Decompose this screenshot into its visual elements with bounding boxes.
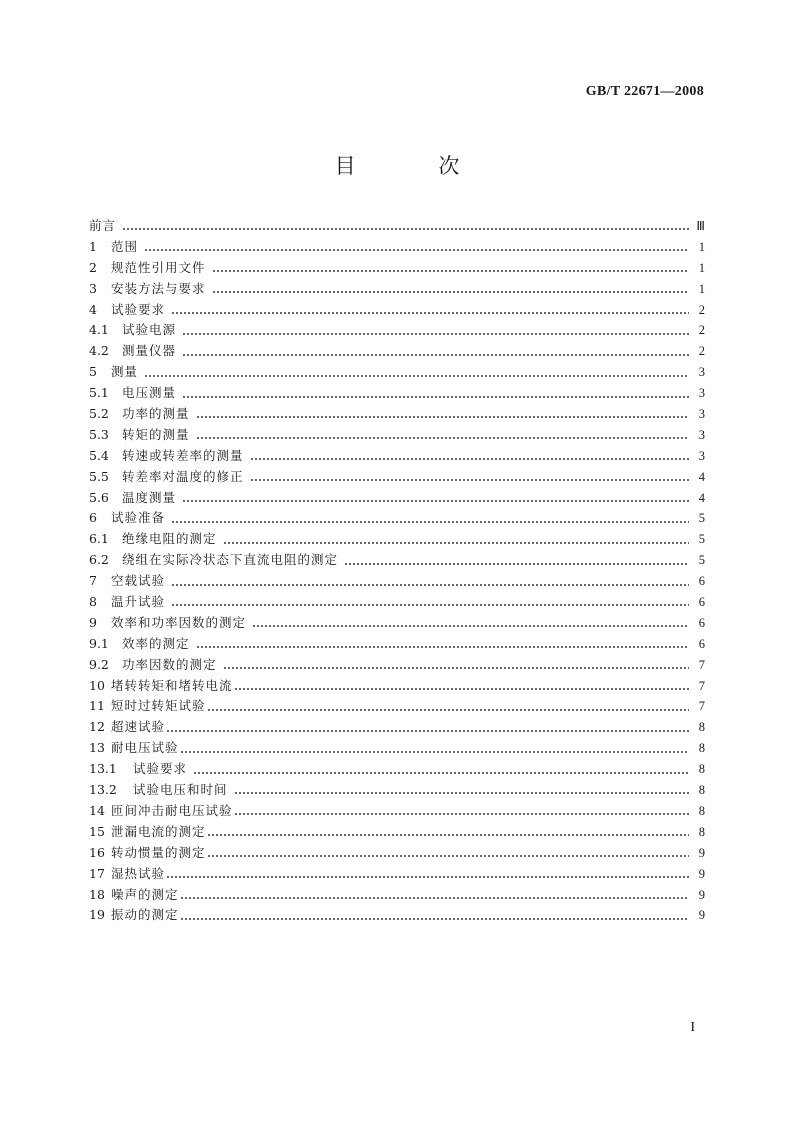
toc-entry-label: 空载试验: [111, 573, 166, 589]
toc-entry-page: 8: [698, 720, 705, 735]
toc-entry-number: 5.6: [89, 489, 109, 505]
toc-entry-label: 安装方法与要求: [111, 280, 206, 296]
toc-entry-label: 功率的测量: [122, 406, 190, 422]
toc-entry-number: 13: [89, 740, 105, 756]
toc-entry-label: 测量: [111, 364, 139, 380]
toc-entry-page: 3: [698, 427, 705, 442]
toc-entry[interactable]: [89, 550, 705, 571]
toc-entry-label: 功率因数的测定: [122, 656, 217, 672]
toc-entry-label: 转差率对温度的修正: [122, 468, 244, 484]
dot-leader: [234, 792, 689, 794]
toc-entry[interactable]: [89, 446, 705, 467]
toc-entry-label: 转动惯量的测定: [111, 844, 206, 860]
toc-entry[interactable]: [89, 696, 705, 717]
dot-leader: [144, 375, 689, 377]
toc-entry-page: 4: [698, 490, 705, 505]
toc-entry[interactable]: [89, 905, 705, 926]
toc-entry[interactable]: [89, 425, 705, 446]
toc-entry-page: 4: [698, 469, 705, 484]
toc-entry-label: 前言: [89, 218, 117, 233]
toc-entry-page: 7: [698, 657, 705, 672]
toc-entry[interactable]: [89, 383, 705, 404]
dot-leader: [250, 458, 689, 460]
toc-entry-label: 转速或转差率的测量: [122, 447, 244, 463]
toc-entry-number: 5.4: [89, 447, 109, 463]
toc-entry[interactable]: [89, 738, 705, 759]
toc-entry-number: 4.1: [89, 322, 109, 338]
toc-entry-page: 9: [698, 845, 705, 860]
toc-entry-page: 9: [698, 908, 705, 923]
toc-entry-number: 10: [89, 677, 105, 693]
dot-leader: [180, 897, 689, 899]
dot-leader: [122, 228, 689, 230]
toc-entry-number: 16: [89, 844, 105, 860]
toc-entry-label: 试验准备: [111, 510, 166, 526]
toc-entry-number: 8: [89, 594, 97, 610]
toc-entry-label: 效率和功率因数的测定: [111, 614, 247, 630]
toc-entry-label: 耐电压试验: [111, 740, 179, 756]
dot-leader: [212, 291, 689, 293]
toc-entry[interactable]: [89, 467, 705, 488]
toc-entry-number: 6: [89, 510, 97, 526]
toc-entry-number: 4: [89, 301, 97, 317]
toc-entry-page: 2: [698, 323, 705, 338]
toc-entry[interactable]: [89, 655, 705, 676]
toc-entry-label: 噪声的测定: [111, 886, 179, 902]
toc-entry-number: 5.2: [89, 406, 109, 422]
toc-entry-label: 匝间冲击耐电压试验: [111, 802, 233, 818]
dot-leader: [171, 312, 689, 314]
toc-entry-page: 6: [698, 595, 705, 610]
toc-entry-number: 3: [89, 280, 97, 296]
toc-entry-page: 3: [698, 407, 705, 422]
toc-entry-label: 超速试验: [111, 719, 166, 735]
dot-leader: [182, 354, 689, 356]
toc-entry-label: 试验要求: [111, 301, 166, 317]
toc-entry[interactable]: [89, 237, 705, 258]
toc-entry[interactable]: [89, 279, 705, 300]
dot-leader: [166, 730, 689, 732]
toc-entry-page: 8: [698, 741, 705, 756]
toc-entry-label: 测量仪器: [122, 343, 177, 359]
toc-entry[interactable]: [89, 258, 705, 279]
toc-entry-label: 试验要求: [133, 761, 188, 777]
toc-entry-page: 6: [698, 615, 705, 630]
toc-entry-number: 17: [89, 865, 105, 881]
toc-entry-number: 2: [89, 259, 97, 275]
dot-leader: [207, 709, 689, 711]
toc-entry[interactable]: [89, 216, 705, 237]
toc-entry[interactable]: [89, 843, 705, 864]
toc-entry-number: 9.1: [89, 635, 109, 651]
toc-entry-number: 5.3: [89, 426, 109, 442]
toc-entry-number: 4.2: [89, 343, 109, 359]
toc-entry-label: 堵转转矩和堵转电流: [111, 677, 233, 693]
toc-entry-number: 9.2: [89, 656, 109, 672]
toc-entry-number: 7: [89, 573, 97, 589]
toc-entry-label: 效率的测定: [122, 635, 190, 651]
toc-entry-label: 绝缘电阻的测定: [122, 531, 217, 547]
toc-entry-number: 14: [89, 802, 105, 818]
toc-entry[interactable]: [89, 571, 705, 592]
dot-leader: [344, 563, 689, 565]
toc-entry-page: 5: [698, 511, 705, 526]
standard-code: GB/T 22671—2008: [585, 84, 704, 99]
dot-leader: [223, 667, 689, 669]
toc-entry-number: 13.1: [89, 761, 117, 777]
dot-leader: [171, 604, 689, 606]
toc-entry[interactable]: [89, 341, 705, 362]
toc-entry-label: 短时过转矩试验: [111, 698, 206, 714]
toc-entry-page: 1: [698, 260, 705, 275]
page-number: I: [690, 1020, 695, 1035]
dot-leader: [250, 479, 689, 481]
toc-entry-page: 2: [698, 302, 705, 317]
toc-entry[interactable]: [89, 822, 705, 843]
dot-leader: [196, 416, 689, 418]
toc-entry-number: 11: [89, 698, 105, 714]
toc-entry-number: 6.1: [89, 531, 109, 547]
dot-leader: [182, 500, 689, 502]
toc-entry-page: 8: [698, 783, 705, 798]
dot-leader: [234, 813, 689, 815]
toc-entry[interactable]: [89, 404, 705, 425]
toc-entry-label: 范围: [111, 238, 139, 254]
toc-entry-page: 5: [698, 532, 705, 547]
toc-entry-page: Ⅲ: [696, 219, 705, 233]
toc-entry-number: 1: [89, 238, 97, 254]
toc-entry-label: 温度测量: [122, 489, 177, 505]
dot-leader: [180, 751, 689, 753]
toc-entry[interactable]: [89, 717, 705, 738]
toc-entry-page: 1: [698, 239, 705, 254]
toc-entry[interactable]: [89, 864, 705, 885]
dot-leader: [252, 625, 689, 627]
toc-entry[interactable]: [89, 320, 705, 341]
toc-entry-page: 6: [698, 636, 705, 651]
dot-leader: [212, 270, 689, 272]
toc-entry[interactable]: [89, 801, 705, 822]
toc-entry[interactable]: [89, 759, 705, 780]
toc-entry-page: 3: [698, 386, 705, 401]
toc-entry[interactable]: [89, 362, 705, 383]
toc-entry-number: 5.5: [89, 468, 109, 484]
dot-leader: [196, 646, 689, 648]
toc-entry-number: 5: [89, 364, 97, 380]
toc-entry-page: 7: [698, 699, 705, 714]
toc-entry[interactable]: [89, 885, 705, 906]
toc-entry-number: 15: [89, 823, 105, 839]
toc-entry[interactable]: [89, 613, 705, 634]
table-of-contents: [89, 216, 705, 926]
toc-entry-number: 5.1: [89, 385, 109, 401]
toc-entry[interactable]: [89, 634, 705, 655]
dot-leader: [207, 855, 689, 857]
dot-leader: [171, 584, 689, 586]
toc-entry-page: 8: [698, 824, 705, 839]
toc-entry-label: 绕组在实际冷状态下直流电阻的测定: [122, 552, 339, 568]
toc-entry-number: 13.2: [89, 782, 117, 798]
toc-entry-page: 7: [698, 678, 705, 693]
toc-entry-number: 6.2: [89, 552, 109, 568]
toc-entry-number: 12: [89, 719, 105, 735]
toc-entry-label: 转矩的测量: [122, 426, 190, 442]
toc-entry-page: 3: [698, 365, 705, 380]
toc-entry[interactable]: [89, 508, 705, 529]
toc-entry-page: 3: [698, 448, 705, 463]
toc-entry-label: 湿热试验: [111, 865, 166, 881]
toc-entry[interactable]: [89, 676, 705, 697]
toc-entry-page: 9: [698, 866, 705, 881]
toc-entry-page: 9: [698, 887, 705, 902]
toc-entry-label: 电压测量: [122, 385, 177, 401]
toc-entry-label: 试验电压和时间: [133, 782, 228, 798]
toc-entry-number: 19: [89, 907, 105, 923]
dot-leader: [234, 688, 689, 690]
dot-leader: [166, 876, 689, 878]
dot-leader: [171, 521, 689, 523]
dot-leader: [223, 542, 689, 544]
toc-entry-label: 泄漏电流的测定: [111, 823, 206, 839]
toc-entry-number: 18: [89, 886, 105, 902]
dot-leader: [207, 834, 689, 836]
toc-entry-label: 试验电源: [122, 322, 177, 338]
toc-entry-page: 8: [698, 762, 705, 777]
dot-leader: [182, 396, 689, 398]
toc-entry-page: 2: [698, 344, 705, 359]
dot-leader: [180, 918, 689, 920]
toc-entry-page: 1: [698, 281, 705, 296]
toc-entry[interactable]: [89, 529, 705, 550]
dot-leader: [193, 772, 689, 774]
dot-leader: [144, 249, 689, 251]
toc-entry[interactable]: [89, 488, 705, 509]
dot-leader: [182, 333, 689, 335]
toc-entry[interactable]: [89, 780, 705, 801]
toc-entry-number: 9: [89, 614, 97, 630]
toc-entry-label: 规范性引用文件: [111, 259, 206, 275]
toc-entry[interactable]: [89, 592, 705, 613]
dot-leader: [196, 437, 689, 439]
toc-entry[interactable]: [89, 300, 705, 321]
toc-entry-page: 6: [698, 574, 705, 589]
page-title: 目 次: [334, 154, 498, 178]
toc-entry-label: 振动的测定: [111, 907, 179, 923]
toc-entry-page: 5: [698, 553, 705, 568]
toc-entry-label: 温升试验: [111, 594, 166, 610]
toc-entry-page: 8: [698, 803, 705, 818]
